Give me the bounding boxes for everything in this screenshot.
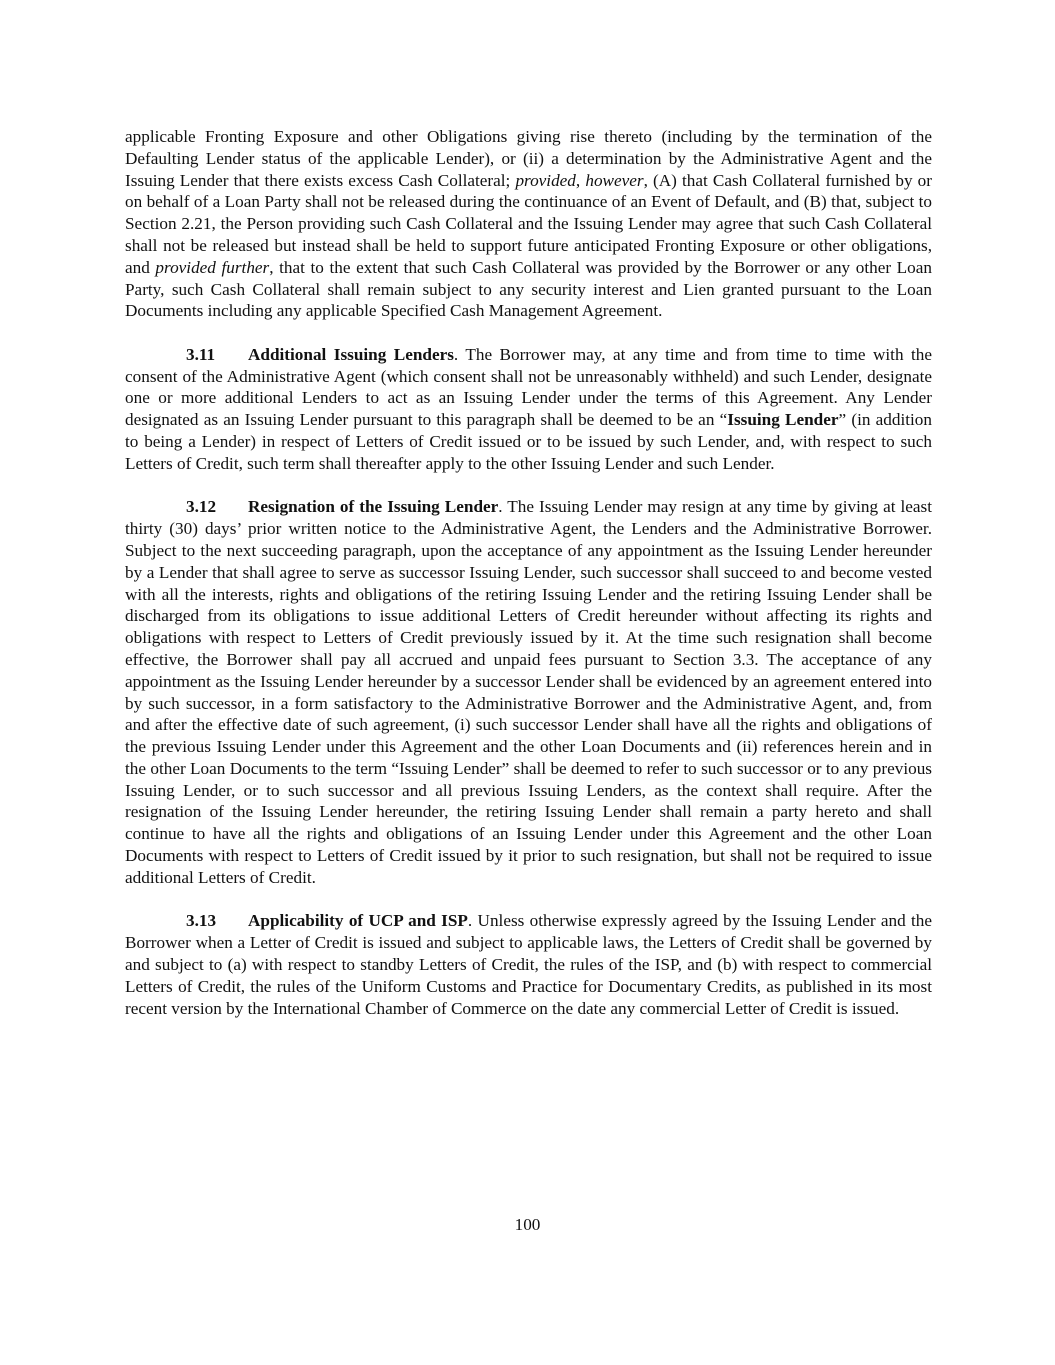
italic-term: however <box>585 170 644 190</box>
section-3-12 <box>125 496 932 888</box>
section-text: ” (in addition to being a Lender) in respect of Letters of Credit issued or to be issued by such Lender, and, with respect to such Letters of Credit, such term shall thereafter apply to the other Issuing Lender and such Lender. <box>125 410 932 473</box>
section-text: . Unless otherwise expressly agreed by the Issuing Lender and the Borrower when a Letter of Credit is issued and subject to applicable laws, the Letters of Credit shall be governed by and subject to (a) with respect to standby Letters of Credit, the rules of the ISP, and (b) with respect to commercial Letters of Credit, the rules of the Uniform Customs and Practice for Documentary Credits, as published in its most recent version by the International Chamber of Commerce on the date any commercial Letter of Credit is issued. <box>125 911 932 1018</box>
section-number: 3.13 <box>186 911 217 931</box>
paragraph-text: , <box>575 170 586 190</box>
paragraph-text: , (A) that Cash Collateral furnished by or on behalf of a Loan Party shall not be released during the continuance of an Event of Default, and (B) that, subject to Section 2.21, the Person providing such Cash Collateral and the Issuing Lender may agree that such Cash Collateral shall not be released but instead shall be held to support future anticipated Fronting Exposure or other obligations, and <box>125 170 932 277</box>
section-text: . The Borrower may, at any time and from time to time with the consent of the Administrative Agent (which consent shall not be unreasonably withheld) and such Lender, designate one or more additional Lenders to act as an Issuing Lender under the terms of this Agreement. Any Lender designated as an Issuing Lender pursuant to this paragraph shall be deemed to be an “ <box>125 344 932 430</box>
defined-term: Issuing Lender <box>727 410 839 430</box>
section-3-11 <box>125 344 932 475</box>
italic-term: provided <box>515 170 576 190</box>
section-text: . The Issuing Lender may resign at any time by giving at least thirty (30) days’ prior written notice to the Administrative Agent, the Lenders and the Administrative Borrower. Subject to the next succeeding paragraph, upon the acceptance of any appointment as the Issuing Lender hereunder by a Lender that shall agree to serve as successor Issuing Lender, such successor shall succeed to and become vested with all the interests, rights and obligations of the retiring Issuing Lender and the retiring Issuing Lender shall be discharged from its obligations to issue additional Letters of Credit hereunder without affecting its rights and obligations with respect to Letters of Credit previously issued by it. At the time such resignation shall become effective, the Borrower shall pay all accrued and unpaid fees pursuant to Section 3.3. The acceptance of any appointment as the Issuing Lender hereunder by a successor Lender shall be evidenced by an agreement entered into by such successor, in a form satisfactory to the Administrative Borrower and the Administrative Agent, and, from and after the effective date of such agreement, (i) such successor Lender shall have all the rights and obligations of the previous Issuing Lender under this Agreement and the other Loan Documents and (ii) references herein and in the other Loan Documents to the term “Issuing Lender” shall be deemed to refer to such successor or to any previous Issuing Lender, or to such successor and all previous Issuing Lenders, as the context shall require. After the resignation of the Issuing Lender hereunder, the retiring Issuing Lender shall remain a party hereto and shall continue to have all the rights and obligations of an Issuing Lender under this Agreement and the other Loan Documents with respect to Letters of Credit issued by it prior to such resignation, but shall not be required to issue additional Letters of Credit. <box>125 497 932 887</box>
paragraph-continuation <box>125 126 932 322</box>
document-page <box>125 126 932 1041</box>
section-number: 3.11 <box>186 344 216 364</box>
section-title: Additional Issuing Lenders <box>248 344 454 364</box>
section-number: 3.12 <box>186 497 217 517</box>
italic-term: provided further <box>155 257 270 277</box>
paragraph-text: applicable Fronting Exposure and other Obligations giving rise thereto (including by the termination of the Defaulting Lender status of the applicable Lender), or (ii) a determination by the Administrative Agent and the Issuing Lender that there exists excess Cash Collateral; <box>125 127 932 190</box>
paragraph-text: , that to the extent that such Cash Collateral was provided by the Borrower or any other Loan Party, such Cash Collateral shall remain subject to any security interest and Lien granted pursuant to the Loan Documents including any applicable Specified Cash Management Agreement. <box>125 257 932 321</box>
section-title: Resignation of the Issuing Lender <box>248 497 499 517</box>
page-number: 100 <box>514 1215 541 1234</box>
section-3-13 <box>125 910 932 1019</box>
section-title: Applicability of UCP and ISP <box>248 911 468 931</box>
